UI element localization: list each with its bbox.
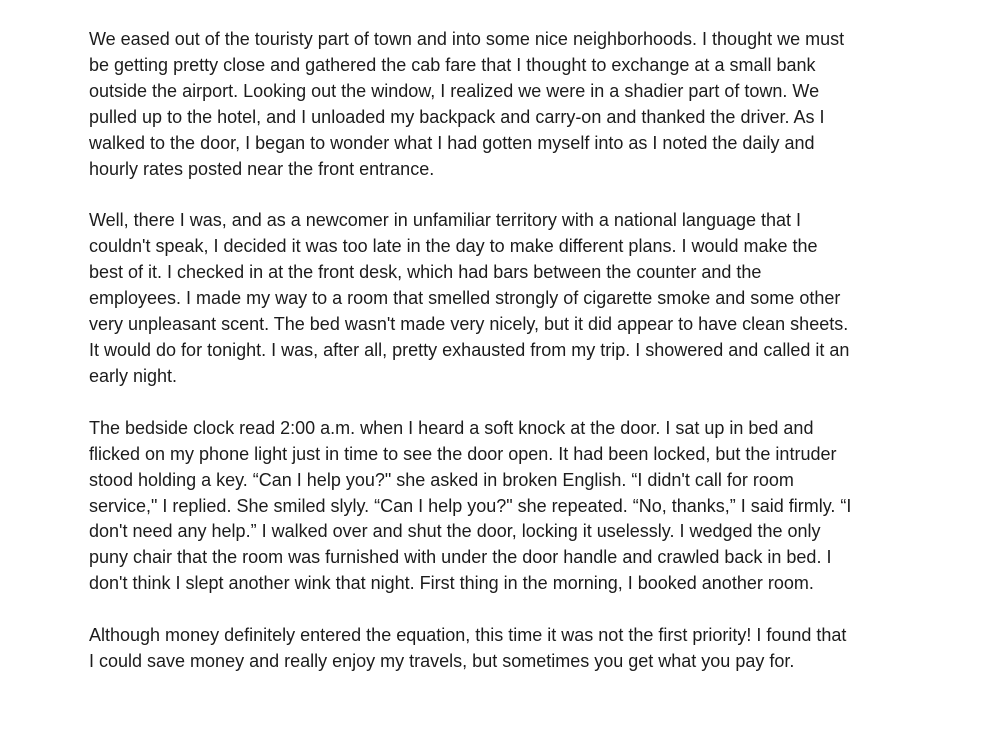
text-line: pulled up to the hotel, and I unloaded my backpack and carry-on and thanked the driver. As I <box>89 106 825 127</box>
text-line: employees. I made my way to a room that smelled strongly of cigarette smoke and some other <box>89 288 841 309</box>
text-line: Although money definitely entered the equation, this time it was not the first priority! I found that <box>89 625 847 646</box>
text-line: walked to the door, I began to wonder what I had gotten myself into as I noted the daily and <box>89 132 815 153</box>
text-line: best of it. I checked in at the front desk, which had bars between the counter and the <box>89 262 762 283</box>
text-line: couldn't speak, I decided it was too late in the day to make different plans. I would make the <box>89 236 818 257</box>
paragraph-intruder <box>89 416 927 597</box>
text-line: early night. <box>89 365 178 386</box>
text-line: puny chair that the room was furnished with under the door handle and crawled back in bed. I <box>89 547 832 568</box>
paragraph-conclusion <box>89 623 927 675</box>
text-line: don't think I slept another wink that night. First thing in the morning, I booked another room. <box>89 573 814 594</box>
text-line: don't need any help.” I walked over and shut the door, locking it uselessly. I wedged the only <box>89 521 821 542</box>
text-line: very unpleasant scent. The bed wasn't made very nicely, but it did appear to have clean sheets. <box>89 314 849 335</box>
paragraph-check-in <box>89 208 927 389</box>
paragraph-arrival <box>89 27 927 182</box>
text-line: hourly rates posted near the front entrance. <box>89 158 435 179</box>
text-line: be getting pretty close and gathered the cab fare that I thought to exchange at a small bank <box>89 54 816 75</box>
text-line: We eased out of the touristy part of town and into some nice neighborhoods. I thought we must <box>89 29 845 49</box>
text-line: The bedside clock read 2:00 a.m. when I heard a soft knock at the door. I sat up in bed and <box>89 417 814 438</box>
text-line: I could save money and really enjoy my travels, but sometimes you get what you pay for. <box>89 651 795 672</box>
text-line: outside the airport. Looking out the window, I realized we were in a shadier part of town. We <box>89 80 820 101</box>
document-body <box>89 27 927 701</box>
text-line: flicked on my phone light just in time to see the door open. It had been locked, but the intruder <box>89 443 837 464</box>
text-line: It would do for tonight. I was, after all, pretty exhausted from my trip. I showered and called it an <box>89 339 850 360</box>
text-line: stood holding a key. “Can I help you?" she asked in broken English. “I didn't call for room <box>89 469 794 490</box>
text-line: service," I replied. She smiled slyly. “Can I help you?" she repeated. “No, thanks,” I said firmly. “I <box>89 495 852 516</box>
text-line: Well, there I was, and as a newcomer in unfamiliar territory with a national language that I <box>89 210 802 231</box>
